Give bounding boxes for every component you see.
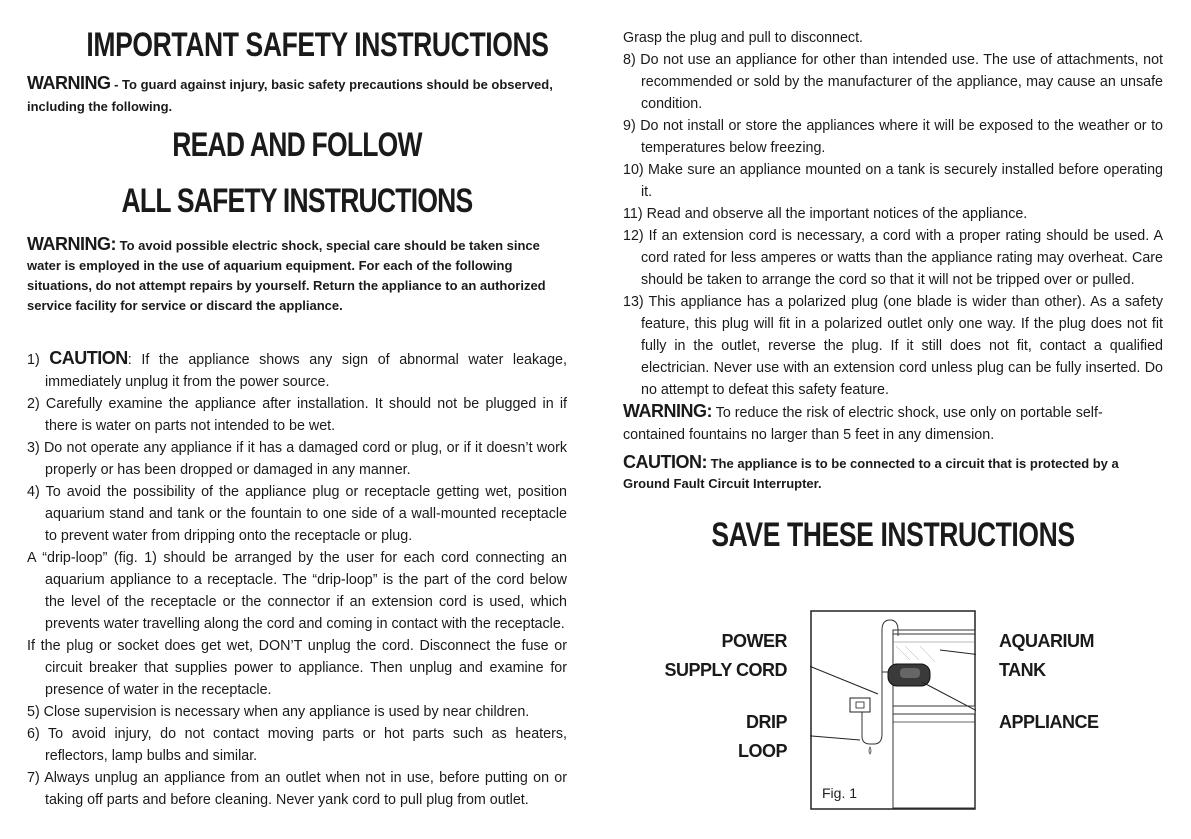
caution-label: CAUTION — [49, 348, 128, 368]
label-line: LOOP — [737, 741, 787, 761]
warning-label: WARNING — [27, 73, 111, 93]
list-item: 4) To avoid the possibility of the appliance plug or receptacle getting wet, position aquarium stand and tank or the fountain to one side of a wall-mounted receptacle to prevent water from dripping onto the receptacle or plug. — [27, 484, 567, 544]
list-item: 6) To avoid injury, do not contact moving parts or hot parts such as heaters, reflectors, lamp bulbs and similar. — [27, 726, 567, 764]
list-item: 10) Make sure an appliance mounted on a tank is securely installed before operating it. — [623, 162, 1163, 200]
page-title: IMPORTANT SAFETY INSTRUCTIONS — [86, 26, 549, 64]
label-line: APPLIANCE — [999, 712, 1099, 732]
list-item: 2) Carefully examine the appliance after installation. It should not be plugged in if there is water on parts not intended to be wet. — [27, 396, 567, 434]
power-supply-cord-label — [600, 627, 787, 685]
list-item — [27, 347, 567, 393]
item-prefix: 1) — [27, 352, 50, 368]
warning-text: To reduce the risk of electric shock, use only on portable self-contained fountains no larger than 5 feet in any dimension. — [623, 405, 1103, 443]
general-warning — [27, 72, 567, 118]
label-line: SUPPLY CORD — [664, 660, 787, 680]
receptacle-plate — [850, 698, 870, 712]
appliance-highlight — [900, 668, 920, 678]
drip-loop-label — [600, 708, 787, 766]
instructions-list-right — [623, 27, 1163, 401]
list-item: 13) This appliance has a polarized plug (one blade is wider than other). As a safety feature, this plug will fit in a polarized outlet only one way. If the plug does not fit fully in the outlet, reverse the plug. If it still does not fit, contact a qualified electrician. Never use with an extension cord unless plug can be fully inserted. Do no attempt to defeat this safety feature. — [623, 294, 1163, 398]
gfci-caution — [623, 452, 1163, 494]
list-item: 7) Always unplug an appliance from an outlet when not in use, before putting on or taking off parts and before cleaning. Never yank cord to pull plug from outlet. — [27, 770, 567, 808]
list-item: 11) Read and observe all the important notices of the appliance. — [623, 206, 1028, 222]
warning-text: To avoid possible electric shock, special care should be taken since water is employed in the use of aquarium equipment. For each of the following situations, do not attempt repairs by yourself. Return the appliance to an authorized service facility for service or discard the appliance. — [27, 238, 546, 313]
save-instructions-heading: SAVE THESE INSTRUCTIONS — [711, 516, 1075, 554]
list-item: A “drip-loop” (fig. 1) should be arranged by the user for each cord connecting an aquarium appliance to a receptacle. The “drip-loop” is the part of the cord below the level of the receptacle or the connector if an extension cord is used, which prevents water travelling along the cord and coming in contact with the receptacle. — [27, 550, 567, 632]
list-item: 8) Do not use an appliance for other than intended use. The use of attachments, not recommended or sold by the manufacturer of the appliance, may cause an unsafe condition. — [623, 52, 1163, 112]
list-item: 5) Close supervision is necessary when any appliance is used by near children. — [27, 704, 530, 720]
appliance-label — [999, 708, 1099, 737]
fountain-warning — [623, 400, 1163, 446]
list-item: 9) Do not install or store the appliances where it will be exposed to the weather or to temperatures below freezing. — [623, 118, 1163, 156]
figure-caption: Fig. 1 — [822, 785, 858, 801]
item-text: : If the appliance shows any sign of abnormal water leakage, immediately unplug it from the power source. — [45, 352, 567, 390]
instructions-list-left — [27, 347, 567, 811]
label-line: AQUARIUM — [999, 631, 1094, 651]
electric-shock-warning — [27, 234, 567, 316]
drip-loop-diagram — [810, 610, 976, 810]
heading-all-safety-instructions: ALL SAFETY INSTRUCTIONS — [121, 182, 473, 220]
warning-label: WARNING: — [27, 234, 116, 254]
label-line: TANK — [999, 660, 1046, 680]
wall-receptacle-icon — [850, 698, 870, 712]
heading-read-and-follow: READ AND FOLLOW — [172, 126, 422, 164]
list-item: Grasp the plug and pull to disconnect. — [623, 30, 864, 46]
label-line: POWER — [721, 631, 787, 651]
warning-label: WARNING: — [623, 401, 712, 421]
list-item: If the plug or socket does get wet, DON’T unplug the cord. Disconnect the fuse or circuit breaker that supplies power to appliance. Then unplug and examine for presence of water in the receptacle. — [27, 638, 567, 698]
list-item: 12) If an extension cord is necessary, a cord with a proper rating should be used. A cord rated for less amperes or watts than the appliance rating may overheat. Care should be taken to arrange the cord so that it will not be tripped over or pulled. — [623, 228, 1163, 288]
caution-text: The appliance is to be connected to a circuit that is protected by a Ground Fault Circuit Interrupter. — [623, 456, 1119, 491]
aquarium-tank-label — [999, 627, 1094, 685]
label-line: DRIP — [745, 712, 787, 732]
tank-base — [893, 706, 975, 714]
caution-label: CAUTION: — [623, 452, 707, 472]
warning-text: - To guard against injury, basic safety precautions should be observed, including the following. — [27, 77, 553, 114]
list-item: 3) Do not operate any appliance if it has a damaged cord or plug, or if it doesn’t work properly or has been dropped or damaged in any manner. — [27, 440, 567, 478]
